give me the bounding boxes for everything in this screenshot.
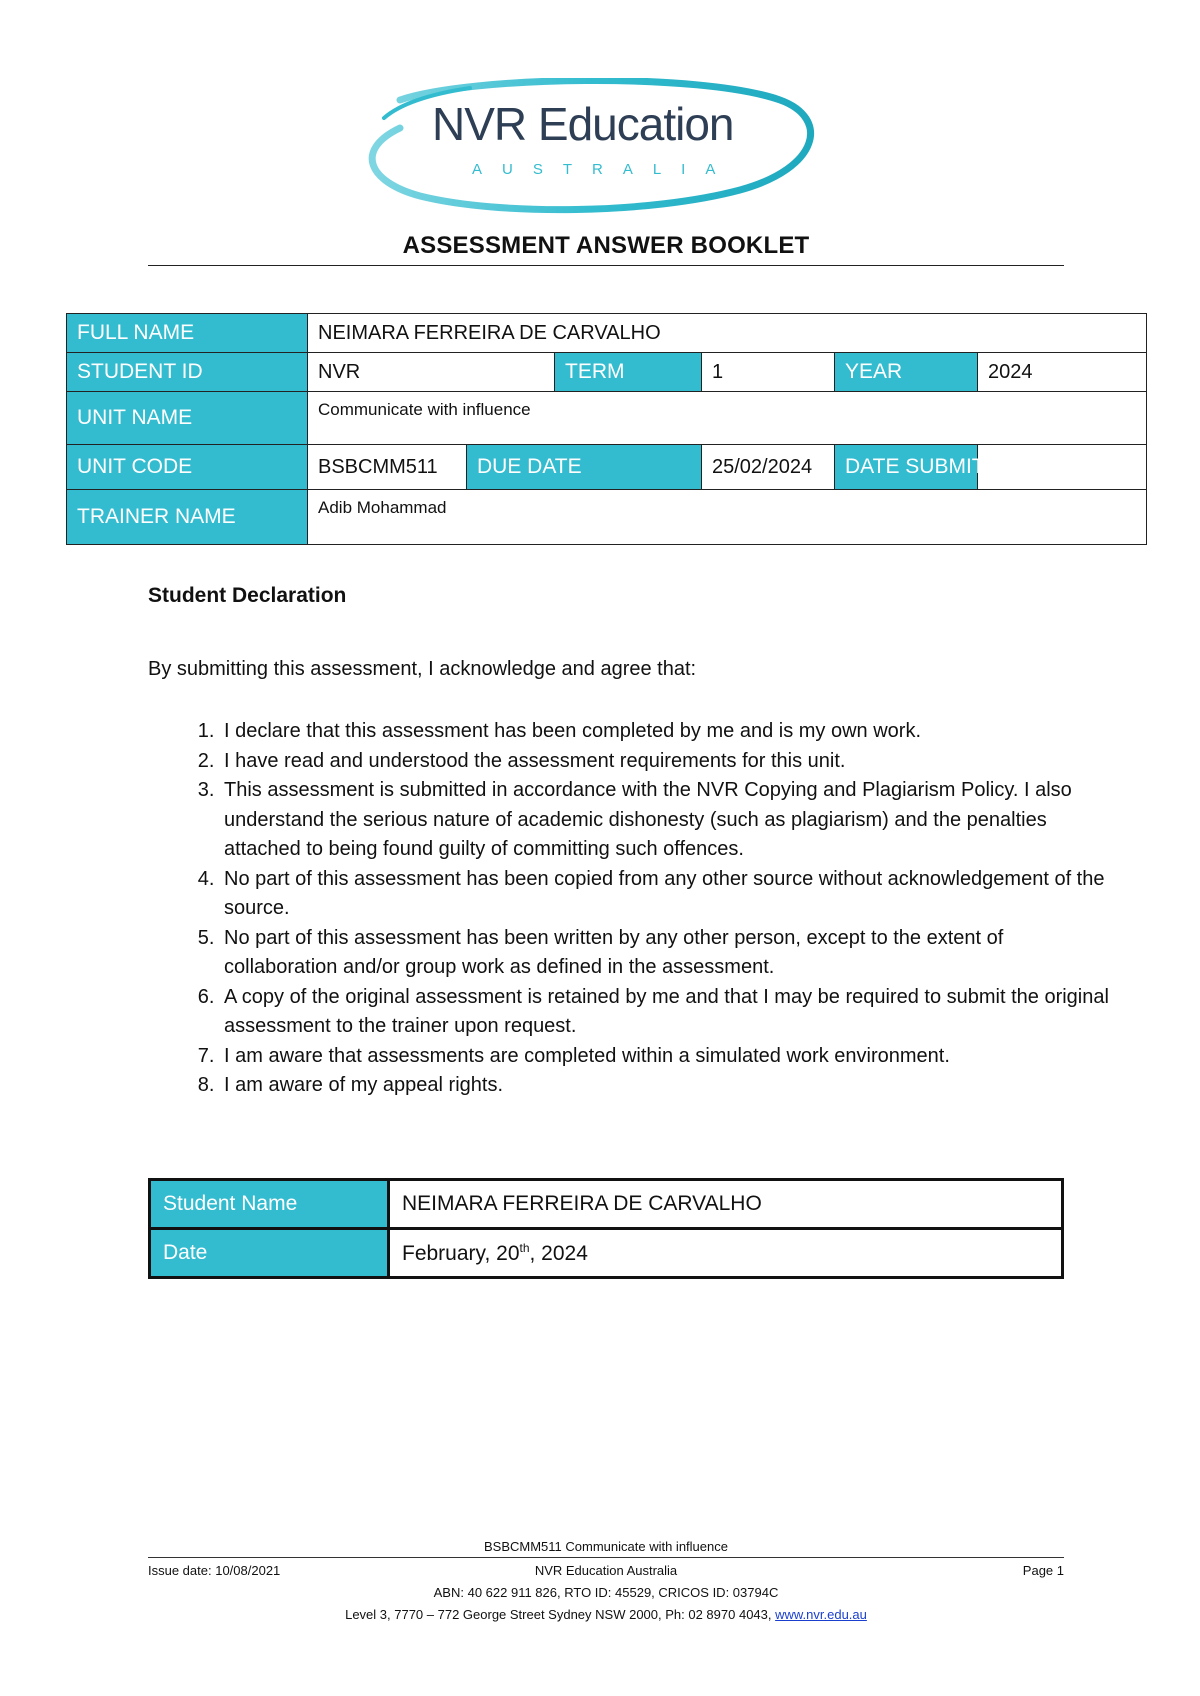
trainer-name-value: Adib Mohammad [308,490,1147,545]
logo-subtitle: AUSTRALIA [472,161,736,178]
page-title: ASSESSMENT ANSWER BOOKLET [402,232,810,259]
declaration-item: 2. I have read and understood the assessment requirements for this unit. [220,747,1120,777]
due-date-label: DUE DATE [467,445,702,490]
footer-address-text: Level 3, 7770 – 772 George Street Sydney NSW 2000, Ph: 02 8970 4043, [345,1607,776,1622]
footer-unit: BSBCMM511 Communicate with influence [484,1539,728,1554]
unit-name-value: Communicate with influence [308,392,1147,445]
student-name-label: Student Name [150,1180,389,1229]
footer-website-link[interactable]: www.nvr.edu.au [775,1607,867,1622]
footer-organisation: NVR Education Australia [534,1563,678,1578]
declaration-heading: Student Declaration [148,584,347,607]
full-name-value: NEIMARA FERREIRA DE CARVALHO [308,314,1147,353]
footer-address [148,1607,1064,1622]
student-id-value: NVR [308,353,555,392]
nvr-education-logo [360,78,840,218]
declaration-item: 4. No part of this assessment has been copied from any other source without acknowledgement of the source. [220,865,1120,924]
student-info-table [66,313,1147,545]
student-id-label: STUDENT ID [67,353,308,392]
footer-divider [148,1557,1064,1558]
declaration-list [148,717,1120,1101]
footer-page-number: Page 1 [1022,1563,1064,1578]
year-value: 2024 [978,353,1147,392]
unit-name-label: UNIT NAME [67,392,308,445]
declaration-item: 8. I am aware of my appeal rights. [220,1071,1120,1101]
footer-issue-date: Issue date: 10/08/2021 [148,1563,281,1578]
logo-wordmark: NVR Education [432,98,734,150]
declaration-intro: By submitting this assessment, I acknowledge and agree that: [148,658,697,680]
declaration-item: 1. I declare that this assessment has been completed by me and is my own work. [220,717,1120,747]
trainer-name-label: TRAINER NAME [67,490,308,545]
student-signoff-table [148,1178,1064,1279]
due-date-value: 25/02/2024 [702,445,835,490]
date-value-suffix: th [519,1240,530,1255]
student-name-value: NEIMARA FERREIRA DE CARVALHO [389,1180,1063,1229]
date-submitted-label: DATE SUBMITTED [835,445,978,490]
term-label: TERM [555,353,702,392]
declaration-item: 3. This assessment is submitted in accordance with the NVR Copying and Plagiarism Policy. I also understand the serious nature of academic dishonesty (such as plagiarism) and the penalties attached to being found guilty of committing such offences. [220,776,1120,865]
year-label: YEAR [835,353,978,392]
date-value [389,1229,1063,1278]
declaration-item: 7. I am aware that assessments are completed within a simulated work environment. [220,1042,1120,1072]
title-divider [148,265,1064,266]
date-value-year: , 2024 [529,1241,588,1265]
unit-code-value: BSBCMM511 [308,445,467,490]
date-label: Date [150,1229,389,1278]
declaration-item: 5. No part of this assessment has been written by any other person, except to the extent of collaboration and/or group work as defined in the assessment. [220,924,1120,983]
full-name-label: FULL NAME [67,314,308,353]
footer-abn: ABN: 40 622 911 826, RTO ID: 45529, CRICOS ID: 03794C [433,1585,779,1600]
date-value-main: February, 20 [402,1241,520,1265]
term-value: 1 [702,353,835,392]
declaration-item: 6. A copy of the original assessment is retained by me and that I may be required to submit the original assessment to the trainer upon request. [220,983,1120,1042]
unit-code-label: UNIT CODE [67,445,308,490]
